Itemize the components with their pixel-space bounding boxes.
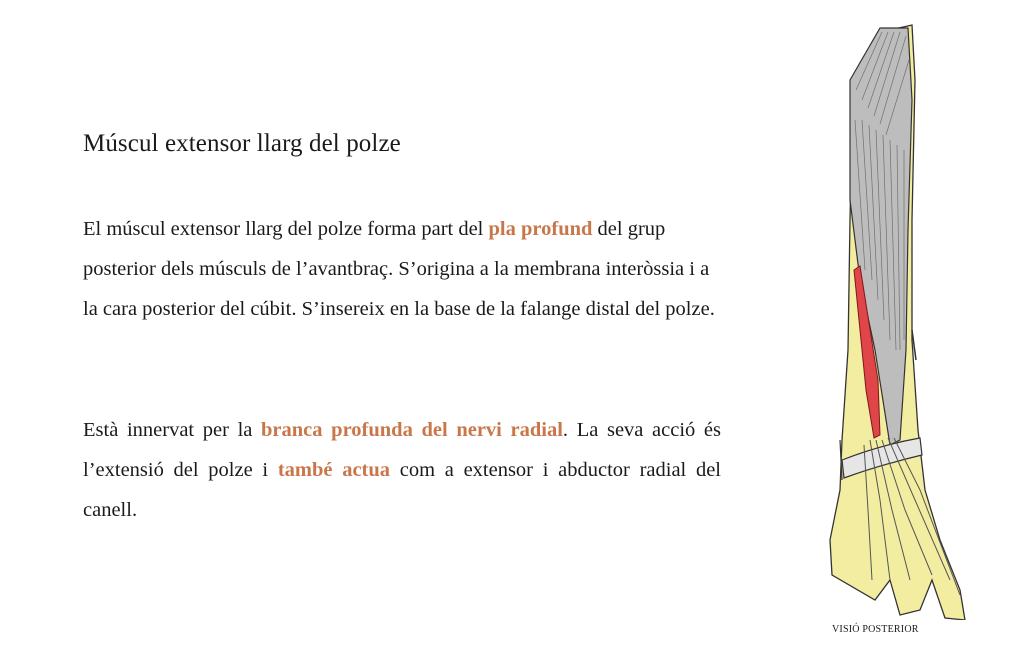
figure-caption: VISIÓ POSTERIOR [832, 624, 919, 635]
paragraph1-text-before: El múscul extensor llarg del polze forma part del [83, 218, 489, 240]
link-branca-profunda[interactable]: branca profunda del nervi radial [261, 419, 563, 441]
link-pla-profund[interactable]: pla profund [488, 218, 593, 240]
forearm-illustration [820, 20, 980, 620]
paragraph2-text-middle: . La seva acció és l’extensió del polze i [83, 419, 722, 481]
paragraph1-text-after: del grup posterior dels músculs de l’avantbraç. S’origina a la membrana interòssia i a la cara posterior del cúbit. S’insereix en la base de la falange distal del polze. [83, 218, 715, 320]
page-title: Múscul extensor llarg del polze [83, 130, 401, 157]
paragraph-innervation [83, 410, 721, 530]
paragraph-origin [83, 209, 721, 329]
paragraph2-text-before: Està innervat per la [83, 419, 262, 441]
paragraph2-text-after: com a extensor i abductor radial del canell. [83, 459, 721, 521]
link-tambe-actua[interactable]: també actua [277, 459, 391, 481]
